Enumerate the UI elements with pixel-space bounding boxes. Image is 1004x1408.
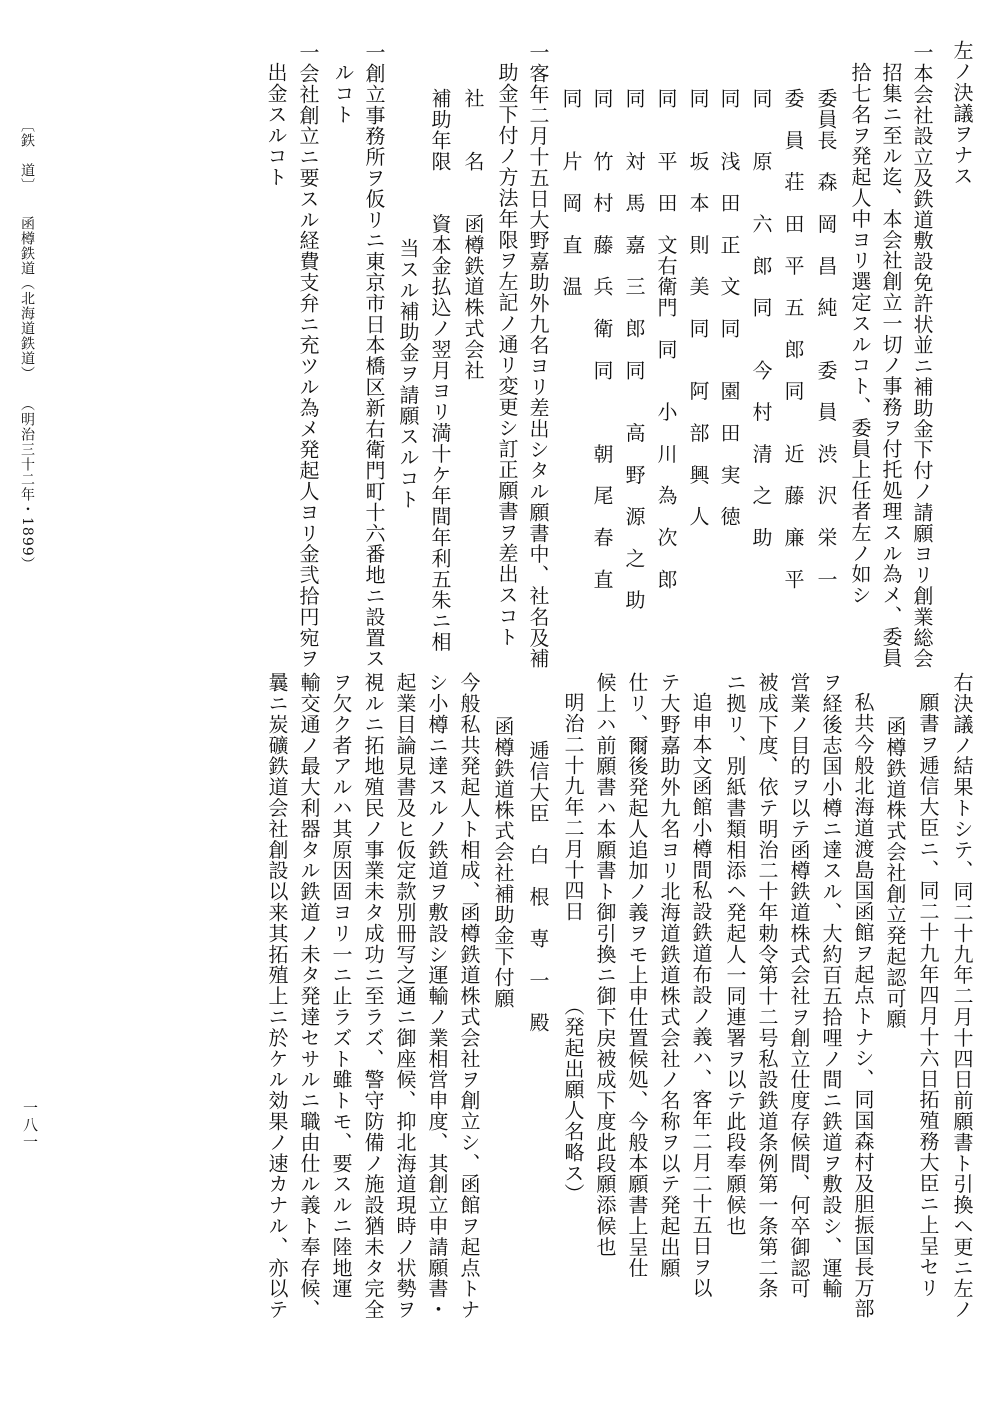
bottom-line-4: 私共今般北海道渡島国函館ヲ起点トナシ、同国森村及胆振国長万部 xyxy=(851,692,875,1319)
bottom-line-20: ヲ欠ク者アルハ其原因固ヨリ一ニ止ラズト雖トモ、要スルニ陸地運 xyxy=(329,672,353,1299)
bottom-line-7: 被成下度、依テ明治二十年勅令第十二号私設鉄道条例第一条第二条 xyxy=(755,672,779,1299)
bottom-line-18: 起業目論見書及ヒ仮定款別冊写之通ニ御座候、抑北海道現時ノ状勢ヲ xyxy=(393,672,417,1320)
top-line-8: 同 浅 田 正 文 同 園 田 実 徳 xyxy=(717,88,741,527)
bottom-line-6: 営業ノ目的ヲ以テ函樽鉄道株式会社ヲ創立仕度存候間、何卒御認可 xyxy=(787,672,811,1299)
footer-date-prefix: （明治三十二年・ xyxy=(19,404,35,517)
bottom-line-22: 曩ニ炭礦鉄道会社創設以来其拓殖上ニ於ケル効果ノ速カナル、亦以テ xyxy=(265,672,289,1320)
top-line-5: 委員長 森 岡 昌 純 委 員 渋 沢 栄 一 xyxy=(814,88,838,590)
bottom-line-13: 明治二十九年二月十四日 （発起出願人名略ス） xyxy=(561,692,585,1205)
bottom-line-8: ニ拠リ、別紙書類相添ヘ発起人一同連署ヲ以テ此段奉願候也 xyxy=(723,672,747,1237)
top-line-7: 同 原 六 郎 同 今 村 清 之 助 xyxy=(749,88,773,548)
bottom-line-21: 輸交通ノ最大利器タル鉄道ノ未タ発達セサルニ職由仕ル義ト奉存候、 xyxy=(297,672,321,1320)
top-line-21: 一会社創立ニ要スル経費支弁ニ充ツル為メ発起人ヨリ金弐拾円宛ヲ xyxy=(296,42,320,669)
bottom-line-17: シ小樽ニ達スルノ鉄道ヲ敷設シ運輸ノ業相営申度、其創立申請願書・ xyxy=(425,672,449,1320)
page-number: 一八一 xyxy=(21,1100,39,1151)
bottom-line-16: 今般私共発起人ト相成、函樽鉄道株式会社ヲ創立シ、函館ヲ起点トナ xyxy=(457,672,481,1320)
bottom-line-11: 仕リ、爾後発起人追加ノ義ヲモ上申仕置候処、今般本願書上呈仕 xyxy=(625,672,649,1279)
top-line-2: 一本会社設立及鉄道敷設免許状並ニ補助金下付ノ請願ヨリ創業総会 xyxy=(910,42,934,669)
bottom-line-10: テ大野嘉助外九名ヨリ北海道鉄道株式会社ノ名称ヲ以テ発起出願 xyxy=(657,672,681,1279)
top-line-11: 同 対 馬 嘉 三 郎 同 高 野 源 之 助 xyxy=(622,88,646,611)
top-line-15: 助金下付ノ方法年限ヲ左記ノ通リ変更シ訂正願書ヲ差出スコト xyxy=(495,62,519,648)
top-line-10: 同 平 田 文右衛門 同 小 川 為 次 郎 xyxy=(654,88,678,590)
bottom-line-5: ヲ経後志国小樽ニ達スル、大約百五拾哩ノ間ニ鉄道ヲ敷設シ、運輸 xyxy=(819,672,843,1299)
top-line-18: 当スル補助金ヲ請願スルコト xyxy=(396,238,420,510)
top-line-4: 拾七名ヲ発起人中ヨリ選定スルコト、委員上任者左ノ如シ xyxy=(848,62,872,606)
top-line-19: 一創立事務所ヲ仮リニ東京市日本橋区新右衛門町十六番地ニ設置ス xyxy=(362,42,386,669)
top-line-16: 社 名 函樽鉄道株式会社 xyxy=(461,88,485,381)
bottom-line-1: 右決議ノ結果トシテ、同二十九年二月十四日前願書ト引換ヘ更ニ左ノ xyxy=(950,672,974,1320)
top-line-9: 同 坂 本 則 美 同 阿 部 興 人 xyxy=(686,88,710,527)
top-line-1: 左ノ決議ヲナス xyxy=(950,40,974,187)
top-line-14: 一客年二月十五日大野嘉助外九名ヨリ差出シタル願書中、社名及補 xyxy=(526,42,550,669)
bottom-line-14: 逓信大臣 白 根 専 一 殿 xyxy=(526,740,550,1033)
running-footer xyxy=(20,118,34,572)
footer-source: 函樽鉄道（北海道鉄道） xyxy=(19,216,35,374)
top-line-3: 招集ニ至ル迄、本会社創立一切ノ事務ヲ付托処理スル為メ、委員 xyxy=(879,62,903,669)
top-line-20: ルコト xyxy=(331,62,355,125)
bottom-line-9: 追申本文函館小樽間私設鉄道布設ノ義ハ、客年二月二十五日ヲ以 xyxy=(689,692,713,1299)
top-line-17: 補助年限 資本金払込ノ翌月ヨリ満十ケ年間年利五朱ニ相 xyxy=(428,88,452,653)
bottom-line-15: 函樽鉄道株式会社補助金下付願 xyxy=(491,716,515,1009)
top-line-22: 出金スルコト xyxy=(264,62,288,188)
top-line-13: 同 片 岡 直 温 xyxy=(559,88,583,297)
footer-category: 〔鉄 道〕 xyxy=(19,118,35,186)
bottom-line-3: 函樽鉄道株式会社創立発起認可願 xyxy=(883,716,907,1030)
bottom-line-2: 願書ヲ逓信大臣ニ、同二十九年四月十六日拓殖務大臣ニ上呈セリ xyxy=(916,692,940,1299)
top-line-12: 同 竹 村 藤 兵 衛 同 朝 尾 春 直 xyxy=(590,88,614,590)
footer-date-suffix: ） xyxy=(19,556,35,572)
bottom-line-12: 候上ハ前願書ハ本願書ト御引換ニ御下戻被成下度此段願添候也 xyxy=(593,672,617,1258)
bottom-line-19: 視ルニ拓地殖民ノ事業未タ成功ニ至ラズ、警守防備ノ施設猶未タ完全 xyxy=(361,672,385,1320)
top-line-6: 委 員 荘 田 平 五 郎 同 近 藤 廉 平 xyxy=(781,88,805,590)
footer-date-year: 1899 xyxy=(19,517,35,557)
